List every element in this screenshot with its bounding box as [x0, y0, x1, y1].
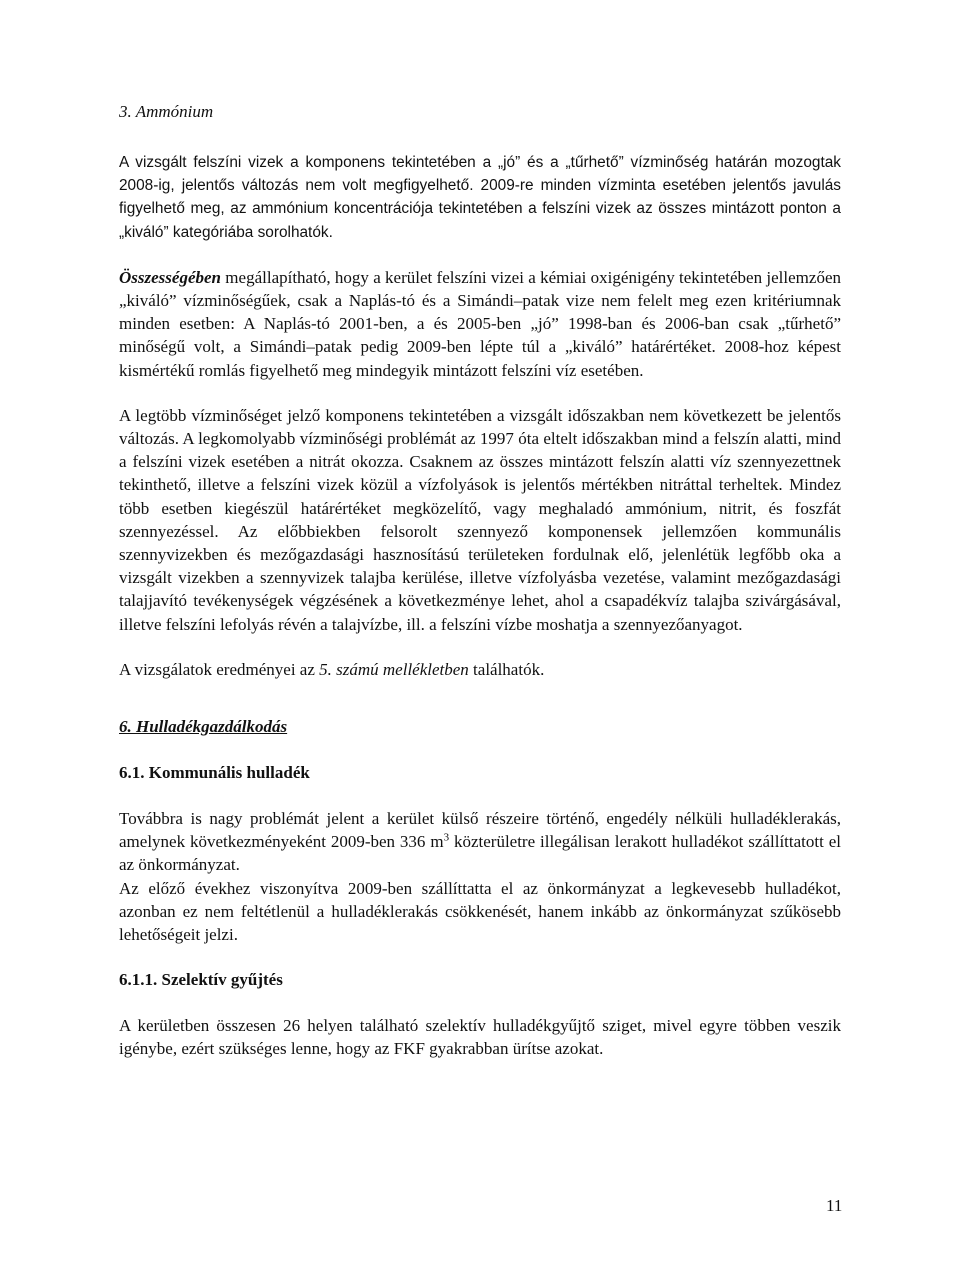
section-title-waste-management: 6. Hulladékgazdálkodás	[119, 717, 288, 737]
dumping-text-after: közterületre illegálisan lerakott hulladékot szállíttatott el az önkormányzat.	[119, 832, 841, 875]
summary-lead: Összességében	[119, 267, 221, 287]
paragraph-waste-comparison: Az előző évekhez viszonyítva 2009-ben szállíttatta el az önkormányzat a legkevesebb hulladékot, azonban ez nem feltétlenül a hulladéklerakás csökkenését, hanem inkább az önkormányzat szűkösebb lehetőségeit jelzi.	[119, 878, 841, 945]
results-annex-reference: 5. számú mellékletben	[319, 659, 469, 679]
paragraph-ammonium: A vizsgált felszíni vizek a komponens tekintetében a „jó” és a „tűrhető” vízminőség határán mozogtak 2008-ig, jelentős változás nem volt megfigyelhető. 2009-re minden vízminta esetében jelentős javulás figyelhető meg, az ammónium koncentrációja tekintetében a felszíni vizek az összes mintázott ponton a „kiváló” kategóriába sorolhatók.	[119, 154, 841, 241]
dumping-superscript: 3	[443, 831, 450, 844]
document-page	[119, 100, 841, 1061]
paragraph-illegal-dumping	[119, 807, 841, 877]
section-title-municipal-waste: 6.1. Kommunális hulladék	[119, 763, 310, 783]
paragraph-results-reference	[119, 658, 841, 681]
results-text-after: találhatók.	[468, 659, 545, 679]
page-number: 11	[826, 1196, 843, 1215]
summary-text: megállapítható, hogy a kerület felszíni vizei a kémiai oxigénigény tekintetében jellemzően „kiváló” vízminőségűek, csak a Naplás-tó és a Simándi–patak vize nem felelt meg ezen kritériumnak minden esetben: A Naplás-tó 2001-ben, a és 2005-ben „jó” 1998-ban és 2006-ban csak „tűrhető” minőségű volt, a Simándi–patak pedig 2009-ben lépte túl a „kiváló” határértéket. 2008-hoz képest kismértékű romlás figyelhető meg mindegyik mintázott felszíni víz esetében.	[119, 267, 841, 380]
paragraph-water-quality: A legtöbb vízminőséget jelző komponens tekintetében a vizsgált időszakban nem következett be jelentős változás. A legkomolyabb vízminőségi problémát az 1997 óta eltelt időszakban mind a felszín alatti, mind a felszíni vizek esetében a nitrát okozza. Csaknem az összes mintázott felszín alatti víz szennyezettnek tekinthető, illetve a felszíni vizek közül a vízfolyások is jelentős mértékben nitráttal terheltek. Mindez több esetben kiegészül határértéket megközelítő, vagy meghaladó ammónium, nitrit, és foszfát szennyezéssel. Az előbbiekben felsorolt szennyező komponensek jellemzően kommunális szennyvizekben és mezőgazdasági hasznosítású területeken fordulnak elő, jelenlétük legfőbb oka a vizsgált vizekben a szennyvizek talajba kerülése, illetve vízfolyásba vezetése, valamint mezőgazdasági talajjavító tevékenységek végzésének a következménye lehet, ahol a csapadékvíz talajba szivárgásával, illetve felszíni lefolyás révén a talajvízbe, ill. a felszíni vízbe moshatja a szennyezőanyagot.	[119, 405, 841, 634]
subsection-heading-ammonium: 3. Ammónium	[119, 102, 214, 121]
dumping-text-before: Továbbra is nagy problémát jelent a kerület külső részeire történő, engedély nélküli hulladéklerakás, amelynek következményeként 2009-ben 336 m	[119, 809, 841, 852]
section-title-selective-collection: 6.1.1. Szelektív gyűjtés	[119, 970, 283, 990]
paragraph-summary	[119, 266, 841, 382]
paragraph-selective-collection: A kerületben összesen 26 helyen található szelektív hulladékgyűjtő sziget, mivel egyre többen veszik igénybe, ezért szükséges lenne, hogy az FKF gyakrabban ürítse azokat.	[119, 1016, 841, 1059]
results-text-before: A vizsgálatok eredményei az	[119, 659, 320, 679]
